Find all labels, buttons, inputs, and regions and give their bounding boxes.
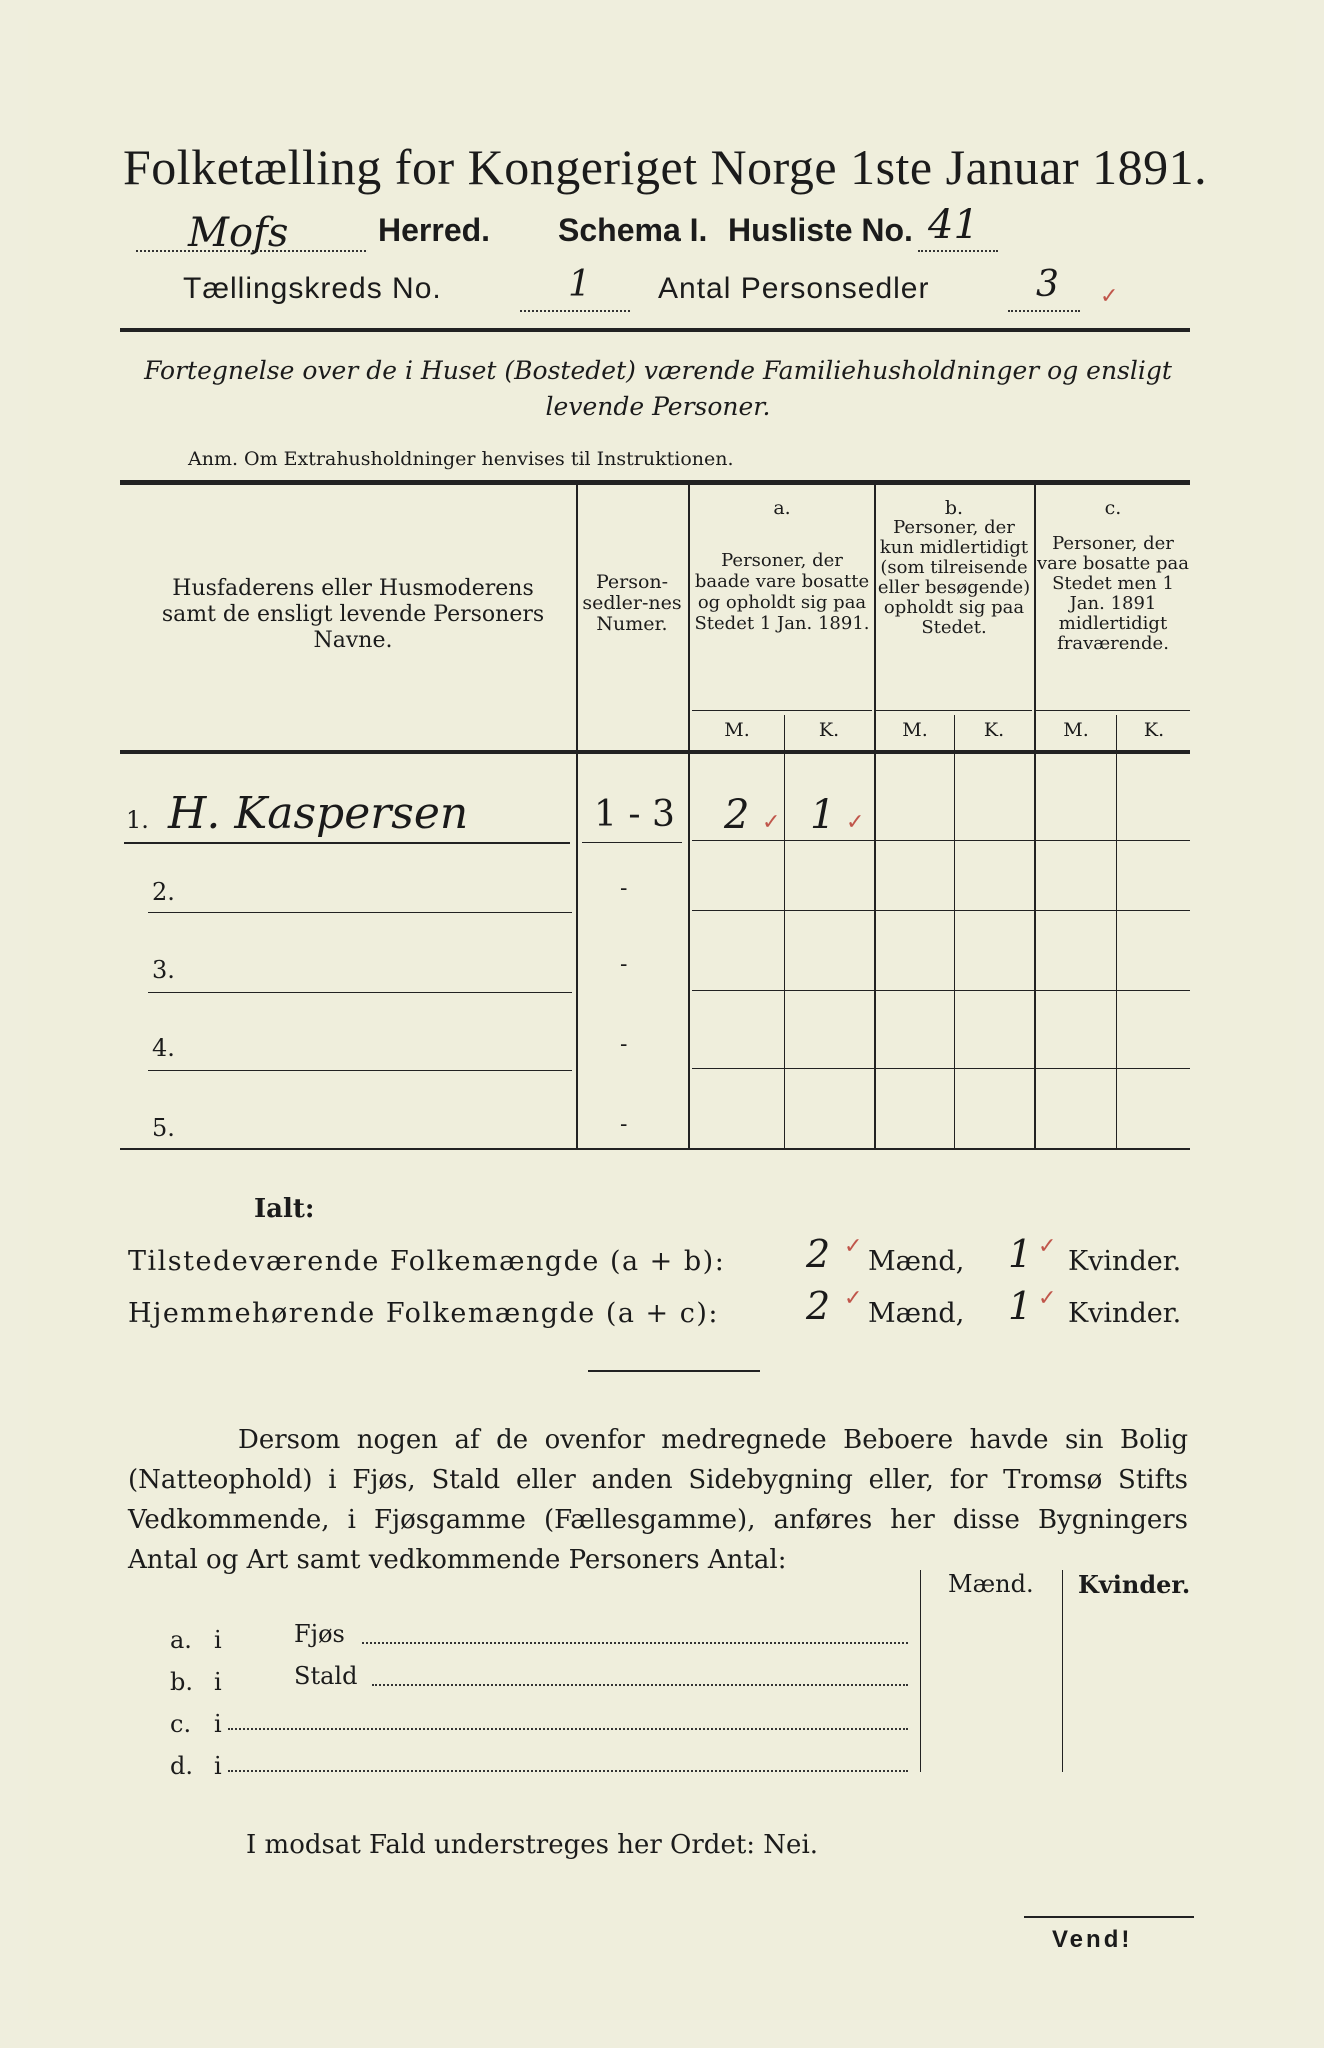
bolig-kvinder-head: Kvinder. (1078, 1570, 1191, 1599)
c-k-header: K. (1143, 719, 1165, 741)
col-divider-2 (688, 485, 690, 1150)
col-divider-c-mk (1116, 715, 1117, 1150)
anm-note: Anm. Om Extrahusholdninger henvises til Instruktionen. (188, 448, 734, 470)
husliste-value: 41 (928, 202, 979, 248)
bolig-dots (228, 1726, 908, 1730)
personsedler-value: 3 (1036, 264, 1059, 305)
bolig-label: Stald (294, 1662, 358, 1690)
row-rule (124, 842, 570, 844)
check-mark-icon: ✓ (844, 1234, 863, 1259)
col-c-header: Personer, der vare bosatte paa Stedet men 1 Jan. 1891 midlertidigt fraværende. (1036, 533, 1190, 654)
check-mark-icon: ✓ (846, 810, 865, 835)
col-c-letter: c. (1104, 497, 1122, 519)
husliste-dots (918, 242, 998, 252)
a-sub-rule (692, 710, 872, 711)
personsedler-dots (1008, 304, 1080, 312)
hjemme-maend: Mænd, (868, 1298, 965, 1329)
bolig-dots (228, 1768, 908, 1772)
col-divider-b-mk (954, 715, 955, 1150)
husliste-label: Husliste No. (728, 212, 913, 248)
b-sub-rule (874, 710, 1032, 711)
bolig-letter: a. (170, 1626, 192, 1654)
c-m-header: M. (1063, 719, 1089, 741)
ialt-label: Ialt: (254, 1194, 315, 1224)
hjemme-label: Hjemmehørende Folkemængde (a + c): (128, 1298, 719, 1329)
bolig-maend-head: Mænd. (948, 1570, 1034, 1598)
row-rule (692, 910, 1190, 911)
personsedler-label: Antal Personsedler (658, 272, 930, 305)
bolig-letter: c. (170, 1710, 192, 1738)
tilstede-label: Tilstedeværende Folkemængde (a + b): (128, 1246, 726, 1277)
row-numer: - (620, 876, 628, 901)
form-title: Folketælling for Kongeriget Norge 1ste Januar 1891. (123, 139, 1208, 195)
row-number: 2. (152, 878, 175, 906)
vend-rule (1024, 1916, 1194, 1918)
kreds-label: Tællingskreds No. (183, 272, 442, 305)
row-numer: 1 - 3 (594, 794, 675, 835)
tilstede-m: 2 (806, 1232, 831, 1276)
row-numer: - (620, 1032, 628, 1057)
table-top-rule (120, 480, 1190, 485)
row-rule (148, 912, 572, 913)
bolig-i: i (214, 1752, 222, 1780)
bolig-col-divider (1062, 1570, 1063, 1772)
bolig-i: i (214, 1668, 222, 1696)
vend-label: Vend! (1052, 1926, 1133, 1953)
row-numer: - (620, 952, 628, 977)
a-m-header: M. (724, 719, 750, 741)
row-a-k: 1 (810, 792, 836, 838)
col-b-header: Personer, der kun midlertidigt (som tilreisende eller besøgende) opholdt sig paa Stedet. (877, 517, 1031, 638)
table-head-rule (120, 750, 1190, 754)
col-name-header: Husfaderens eller Husmoderens samt de ensligt levende Personers Navne. (161, 576, 545, 653)
row-number: 5. (152, 1114, 175, 1142)
bolig-dots (362, 1640, 908, 1644)
bolig-dots (372, 1682, 908, 1686)
a-k-header: K. (818, 719, 840, 741)
census-form (28, 20, 1296, 2020)
check-mark-icon: ✓ (1100, 284, 1119, 309)
header-divider (120, 328, 1190, 332)
row-numer: - (620, 1112, 628, 1137)
row-name: H. Kaspersen (168, 788, 469, 839)
col-divider-a-mk (784, 715, 785, 1150)
row-number: 3. (152, 956, 175, 984)
schema-label: Schema I. (558, 212, 708, 248)
check-mark-icon: ✓ (1038, 1286, 1057, 1311)
hjemme-k: 1 (1008, 1284, 1033, 1328)
tilstede-maend: Mænd, (868, 1246, 965, 1277)
row-number: 1. (126, 806, 149, 834)
col-numer-header: Person-sedler-nes Numer. (582, 571, 682, 635)
section-divider (588, 1370, 760, 1372)
kreds-value: 1 (568, 264, 591, 305)
row-a-m: 2 (724, 792, 750, 838)
table-bottom-rule (120, 1148, 1190, 1150)
bolig-paragraph: Dersom nogen af de ovenfor medregnede Beboere havde sin Bolig (Natteophold) i Fjøs, Stald eller anden Sidebygning eller, for Tromsø Stifts Vedkommende, i Fjøsgamme (Fællesgamme), anføres her disse Bygningers Antal og Art samt vedkommende Personers Antal: (128, 1425, 1188, 1575)
b-m-header: M. (902, 719, 928, 741)
bolig-col-divider (920, 1570, 921, 1772)
hjemme-m: 2 (806, 1284, 831, 1328)
check-mark-icon: ✓ (1038, 1234, 1057, 1259)
col-divider-1 (576, 485, 578, 1150)
tilstede-k: 1 (1008, 1232, 1033, 1276)
row-number: 4. (152, 1034, 175, 1062)
bolig-letter: b. (170, 1668, 193, 1696)
hjemme-kvinder: Kvinder. (1068, 1298, 1182, 1329)
bolig-letter: d. (170, 1752, 193, 1780)
b-k-header: K. (983, 719, 1005, 741)
col-a-letter: a. (773, 497, 791, 519)
check-mark-icon: ✓ (762, 810, 781, 835)
check-mark-icon: ✓ (844, 1286, 863, 1311)
tilstede-kvinder: Kvinder. (1068, 1246, 1182, 1277)
row-rule (582, 842, 682, 843)
col-a-header: Personer, der baade vare bosatte og opholdt sig paa Stedet 1 Jan. 1891. (694, 550, 870, 634)
bolig-i: i (214, 1626, 222, 1654)
bolig-i: i (214, 1710, 222, 1738)
modsat-note: I modsat Fald understreges her Ordet: Nei. (246, 1830, 819, 1860)
row-rule (692, 990, 1190, 991)
row-rule (692, 1068, 1190, 1069)
herred-value: Mofs (188, 210, 289, 256)
kreds-dots (520, 304, 630, 312)
bolig-label: Fjøs (294, 1620, 345, 1648)
row-rule (692, 840, 1190, 841)
intro-line2: levende Personer. (545, 392, 771, 421)
row-rule (148, 1070, 572, 1071)
herred-label: Herred. (378, 212, 491, 248)
row-rule (148, 992, 572, 993)
intro-line1: Fortegnelse over de i Huset (Bostedet) værende Familiehusholdninger og ensligt (144, 356, 1172, 385)
c-sub-rule (1036, 710, 1190, 711)
col-b-letter: b. (944, 497, 964, 519)
